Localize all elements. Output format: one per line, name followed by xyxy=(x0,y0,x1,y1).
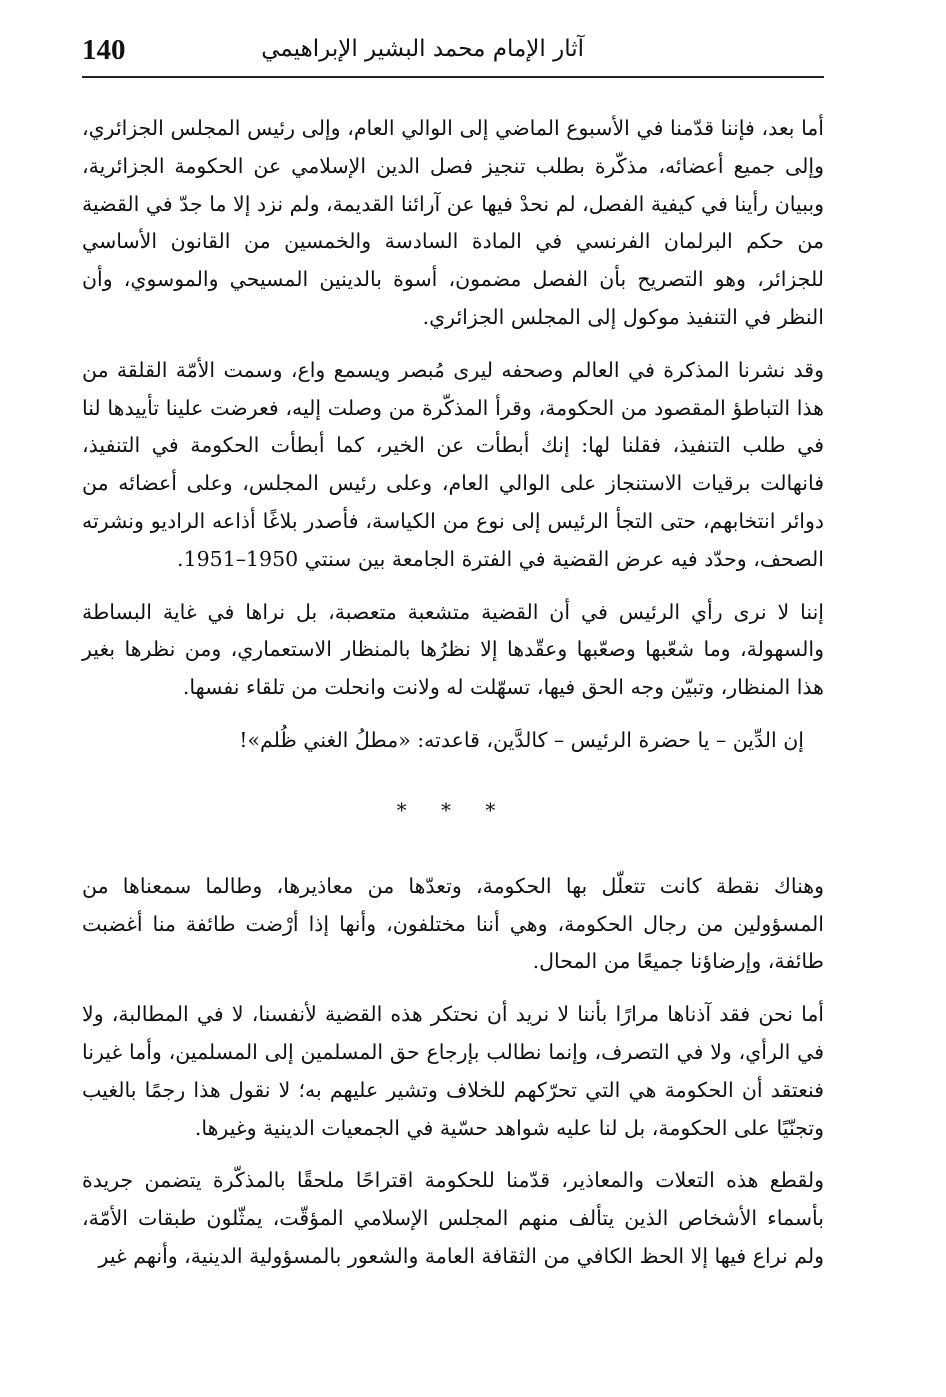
paragraph-7: ولقطع هذه التعلات والمعاذير، قدّمنا للحكومة اقتراحًا ملحقًا بالمذكّرة يتضمن جريدة بأسماء الأشخاص الذين يتألف منهم المجلس الإسلامي المؤقّت، يمثّلون طبقات الأمّة، ولم نراع فيها إلا الحظ الكافي من الثقافة العامة والشعور بالمسؤولية الدينية، وأنهم غير xyxy=(82,1168,824,1268)
paragraph-4: إن الدِّين – يا حضرة الرئيس – كالدَّين، قاعدته: «مطلُ الغني ظُلم»! xyxy=(239,727,804,752)
page-header xyxy=(82,30,824,78)
running-title: آثار الإمام محمد البشير الإبراهيمي xyxy=(261,36,584,62)
paragraph-6: أما نحن فقد آذناها مرارًا بأننا لا نريد أن نحتكر هذه القضية لأنفسنا، لا في المطالبة، ولا في الرأي، ولا في التصرف، وإنما نطالب بإرجاع حق المسلمين إلى المسلمين، وأما غيرنا فنعتقد أن الحكومة هي التي تحرّكهم للخلاف وتشير عليهم به؛ لا نقول هذا رجمًا بالغيب وتجنّيًا على الحكومة، بل لنا عليه شواهد حسّية في الجمعيات الدينية وغيرها. xyxy=(82,1002,824,1140)
paragraph-5: وهناك نقطة كانت تتعلّل بها الحكومة، وتعدّها من معاذيرها، وطالما سمعناها من المسؤولين من رجال الحكومة، وهي أننا مختلفون، وأنها إذا أرْضت طائفة منا أغضبت طائفة، وإرضاؤنا جميعًا من المحال. xyxy=(82,873,824,974)
page-number: 140 xyxy=(82,34,126,66)
paragraph-1: أما بعد، فإننا قدّمنا في الأسبوع الماضي إلى الوالي العام، وإلى رئيس المجلس الجزائري، وإلى جميع أعضائه، مذكّرة بطلب تنجيز فصل الدين الإسلامي عن الحكومة الجزائرية، وببيان رأينا في كيفية الفصل، لم نحدْ فيها عن آرائنا القديمة، ولم نزد إلا ما جدّ في القضية من حكم البرلمان الفرنسي في المادة السادسة والخمسين من القانون الأساسي للجزائر، وهو التصريح بأن الفصل مضمون، أسوة بالدينين المسيحي والموسوي، وأن النظر في التنفيذ موكول إلى المجلس الجزائري. xyxy=(82,116,824,329)
paragraph-3: إننا لا نرى رأي الرئيس في أن القضية متشعبة متعصبة، بل نراها في غاية البساطة والسهولة، وما شعّبها وصعّبها وعقّدها إلا نظرُها بالمنظار الاستعماري، ومن نظرها بغير هذا المنظار، وتبيّن وجه الحق فيها، تسهّلت له ولانت وانحلت من تلقاء نفسها. xyxy=(82,599,824,700)
paragraph-2: وقد نشرنا المذكرة في العالم وصحفه ليرى مُبصر ويسمع واع، وسمت الأمّة القلقة من هذا التباطؤ المقصود من الحكومة، وقرأ المذكّرة من وصلت إليه، فعرضت علينا تأييدها لنا في طلب التنفيذ، فقلنا لها: إنك أبطأت عن الخير، كما أبطأت الحكومة في التنفيذ، فانهالت برقيات الاستنجاز على الوالي العام، وعلى رئيس المجلس، وعلى أعضائه من دوائر انتخابهم، حتى التجأ الرئيس إلى نوع من الكياسة، فأصدر بلاغًا أذاعه الراديو ونشرته الصحف، وحدّد فيه عرض القضية في الفترة الجامعة بين سنتي 1950–1951. xyxy=(82,357,824,571)
section-separator: * * * xyxy=(396,797,510,822)
page-body xyxy=(82,110,824,1291)
